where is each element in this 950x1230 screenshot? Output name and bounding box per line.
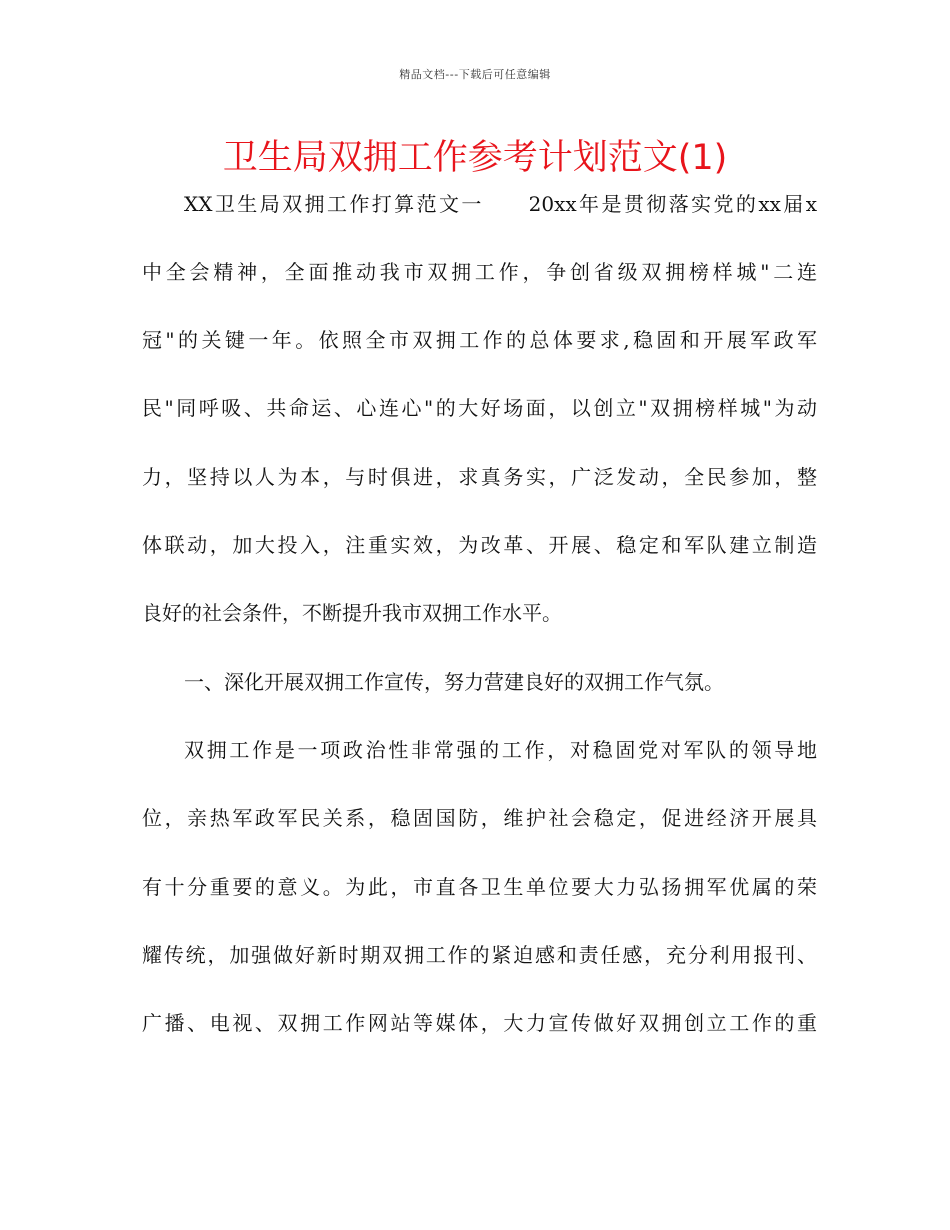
body-line-1: XX卫生局双拥工作打算范文一 20xx年是贯彻落实党的xx届x (184, 192, 817, 216)
body-line-10: 位，亲热军政军民关系，稳固国防，维护社会稳定，促进经济开展具 (142, 806, 817, 830)
body-line-7: 良好的社会条件，不断提升我市双拥工作水平。 (142, 601, 562, 625)
body-line-13: 广播、电视、双拥工作网站等媒体，大力宣传做好双拥创立工作的重 (142, 1011, 817, 1035)
section-heading-1: 一、深化开展双拥工作宣传，努力营建良好的双拥工作气氛。 (184, 670, 724, 694)
body-line-5: 力，坚持以人为本，与时俱进，求真务实，广泛发动，全民参加，整 (142, 465, 817, 489)
header-note: 精品文档---下载后可任意编辑 (399, 68, 551, 81)
body-line-4: 民"同呼吸、共命运、心连心"的大好场面，以创立"双拥榜样城"为动 (142, 396, 817, 420)
body-line-6: 体联动，加大投入，注重实效，为改革、开展、稳定和军队建立制造 (142, 533, 817, 557)
body-line-9: 双拥工作是一项政治性非常强的工作，对稳固党对军队的领导地 (184, 738, 817, 762)
body-line-11: 有十分重要的意义。为此，市直各卫生单位要大力弘扬拥军优属的荣 (142, 875, 817, 899)
body-line-3: 冠"的关键一年。依照全市双拥工作的总体要求,稳固和开展军政军 (142, 328, 817, 352)
document-title: 卫生局双拥工作参考计划范文(1) (222, 138, 728, 178)
body-line-2: 中全会精神，全面推动我市双拥工作，争创省级双拥榜样城"二连 (142, 260, 817, 284)
body-line-12: 耀传统，加强做好新时期双拥工作的紧迫感和责任感，充分利用报刊、 (142, 943, 817, 967)
